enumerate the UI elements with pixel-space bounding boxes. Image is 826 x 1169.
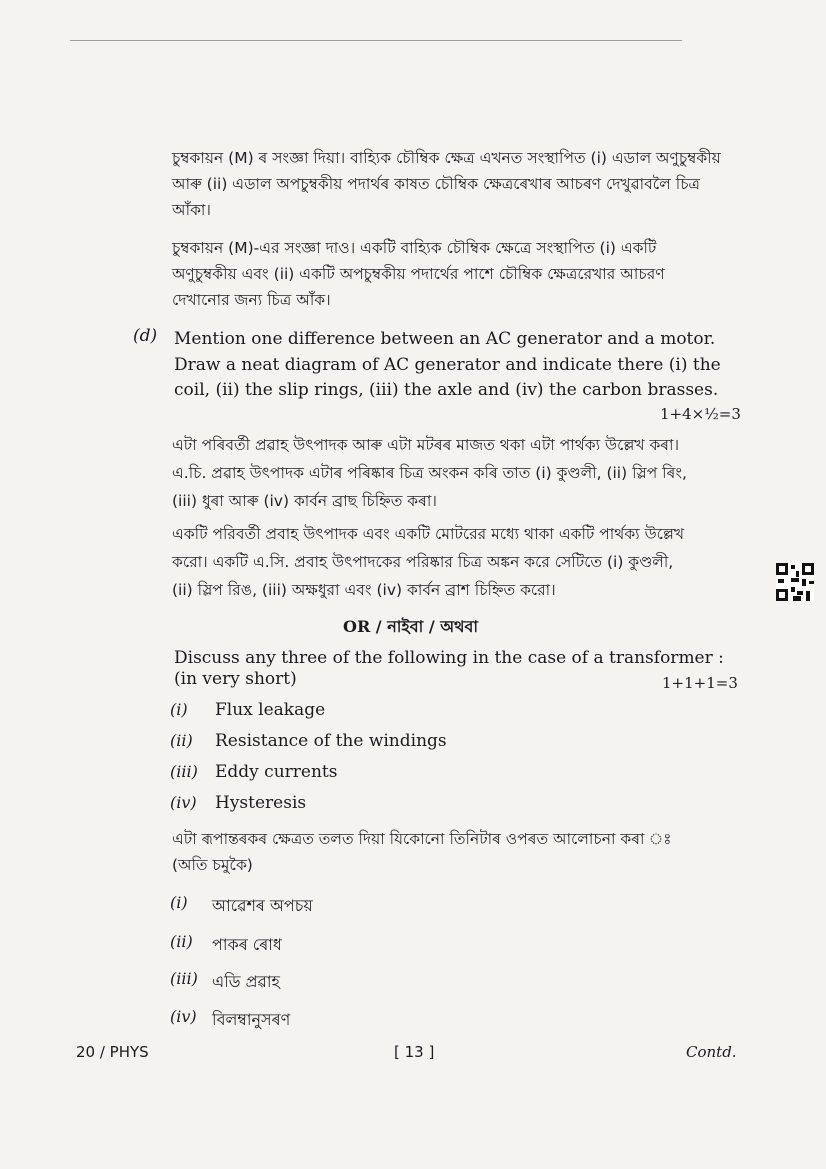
para5-item-2-num: (ii) bbox=[170, 932, 193, 951]
or-item-1-text: Flux leakage bbox=[215, 700, 326, 720]
para3-line1: এটা পৰিবৰ্তী প্ৰৱাহ উৎপাদক আৰু এটা মটৰৰ মাজত থকা এটা পাৰ্থক্য উল্লেখ কৰা। bbox=[172, 436, 680, 454]
para5-line2: (অতি চমুকৈ) bbox=[172, 856, 253, 874]
or-item-3-num: (iii) bbox=[170, 762, 198, 781]
para5-item-1-num: (i) bbox=[170, 893, 188, 912]
qr-code-icon bbox=[776, 563, 814, 601]
para5-line1: এটা ৰূপান্তৰকৰ ক্ষেত্ৰত তলত দিয়া যিকোনো তিনিটাৰ ওপৰত আলোচনা কৰা ঃ bbox=[172, 830, 672, 848]
para2-line3: দেখানোর জন্য চিত্র আঁক। bbox=[172, 291, 331, 309]
or-separator: OR / নাইবা / অথবা bbox=[343, 617, 479, 636]
or-item-4-num: (iv) bbox=[170, 793, 197, 812]
para4-line3: (ii) স্লিপ রিঙ, (iii) অক্ষধুরা এবং (iv) কার্বন ব্রাশ চিহ্নিত করো। bbox=[172, 581, 556, 599]
para5-item-3-num: (iii) bbox=[170, 969, 198, 988]
para4-line1: একটি পরিবর্তী প্রবাহ উৎপাদক এবং একটি মোটরের মধ্যে থাকা একটি পার্থক্য উল্লেখ bbox=[172, 525, 685, 543]
para1-line2: আৰু (ii) এডাল অপচুম্বকীয় পদাৰ্থৰ কাষত চৌম্বিক ক্ষেত্ৰৰেখাৰ আচৰণ দেখুৱাবলৈ চিত্ৰ bbox=[172, 175, 700, 193]
or-question-line1: Discuss any three of the following in the case of a transformer : bbox=[174, 648, 724, 668]
or-item-4-text: Hysteresis bbox=[215, 793, 307, 813]
question-d-line1: Mention one difference between an AC generator and a motor. bbox=[174, 329, 716, 349]
or-item-3-text: Eddy currents bbox=[215, 762, 338, 782]
para3-line2: এ.চি. প্ৰৱাহ উৎপাদক এটাৰ পৰিষ্কাৰ চিত্ৰ অংকন কৰি তাত (i) কুণ্ডলী, (ii) স্লিপ ৰিং, bbox=[172, 464, 687, 482]
or-question-line2: (in very short) bbox=[174, 669, 297, 689]
or-item-2-text: Resistance of the windings bbox=[215, 731, 447, 751]
or-item-2-num: (ii) bbox=[170, 731, 193, 750]
question-d-marks: 1+4×½=3 bbox=[660, 405, 741, 423]
para5-item-3-text: এডি প্ৰৱাহ bbox=[212, 972, 280, 991]
para5-item-1-text: আৱেশৰ অপচয় bbox=[212, 896, 313, 915]
para5-item-4-text: বিলম্বানুসৰণ bbox=[212, 1010, 291, 1029]
footer-page-number: [ 13 ] bbox=[394, 1043, 435, 1061]
or-item-1-num: (i) bbox=[170, 700, 188, 719]
question-d-label: (d) bbox=[133, 326, 158, 346]
question-d-line2: Draw a neat diagram of AC generator and indicate there (i) the bbox=[174, 355, 721, 375]
footer-contd: Contd. bbox=[686, 1043, 737, 1061]
para2-line2: অণুচুম্বকীয় এবং (ii) একটি অপচুম্বকীয় পদার্থের পাশে চৌম্বিক ক্ষেত্ররেখার আচরণ bbox=[172, 265, 665, 283]
para5-item-2-text: পাকৰ ৰোধ bbox=[212, 935, 282, 954]
para1-line1: চুম্বকায়ন (M) ৰ সংজ্ঞা দিয়া। বাহ্যিক চৌম্বিক ক্ষেত্ৰ এখনত সংস্থাপিত (i) এডাল অণুচুম্বকীয় bbox=[172, 149, 721, 167]
para4-line2: করো। একটি এ.সি. প্রবাহ উৎপাদকের পরিষ্কার চিত্র অঙ্কন করে সেটিতে (i) কুণ্ডলী, bbox=[172, 553, 674, 571]
para5-item-4-num: (iv) bbox=[170, 1007, 197, 1026]
para3-line3: (iii) ধুৰা আৰু (iv) কাৰ্বন ব্ৰাছ চিহ্নিত কৰা। bbox=[172, 492, 437, 510]
top-rule bbox=[70, 40, 682, 41]
para2-line1: চুম্বকায়ন (M)-এর সংজ্ঞা দাও। একটি বাহ্যিক চৌম্বিক ক্ষেত্রে সংস্থাপিত (i) একটি bbox=[172, 239, 657, 257]
para1-line3: আঁকা। bbox=[172, 201, 211, 219]
footer-paper-code: 20 / PHYS bbox=[76, 1043, 149, 1061]
question-d-line3: coil, (ii) the slip rings, (iii) the axle and (iv) the carbon brasses. bbox=[174, 380, 719, 400]
or-question-marks: 1+1+1=3 bbox=[662, 674, 738, 692]
